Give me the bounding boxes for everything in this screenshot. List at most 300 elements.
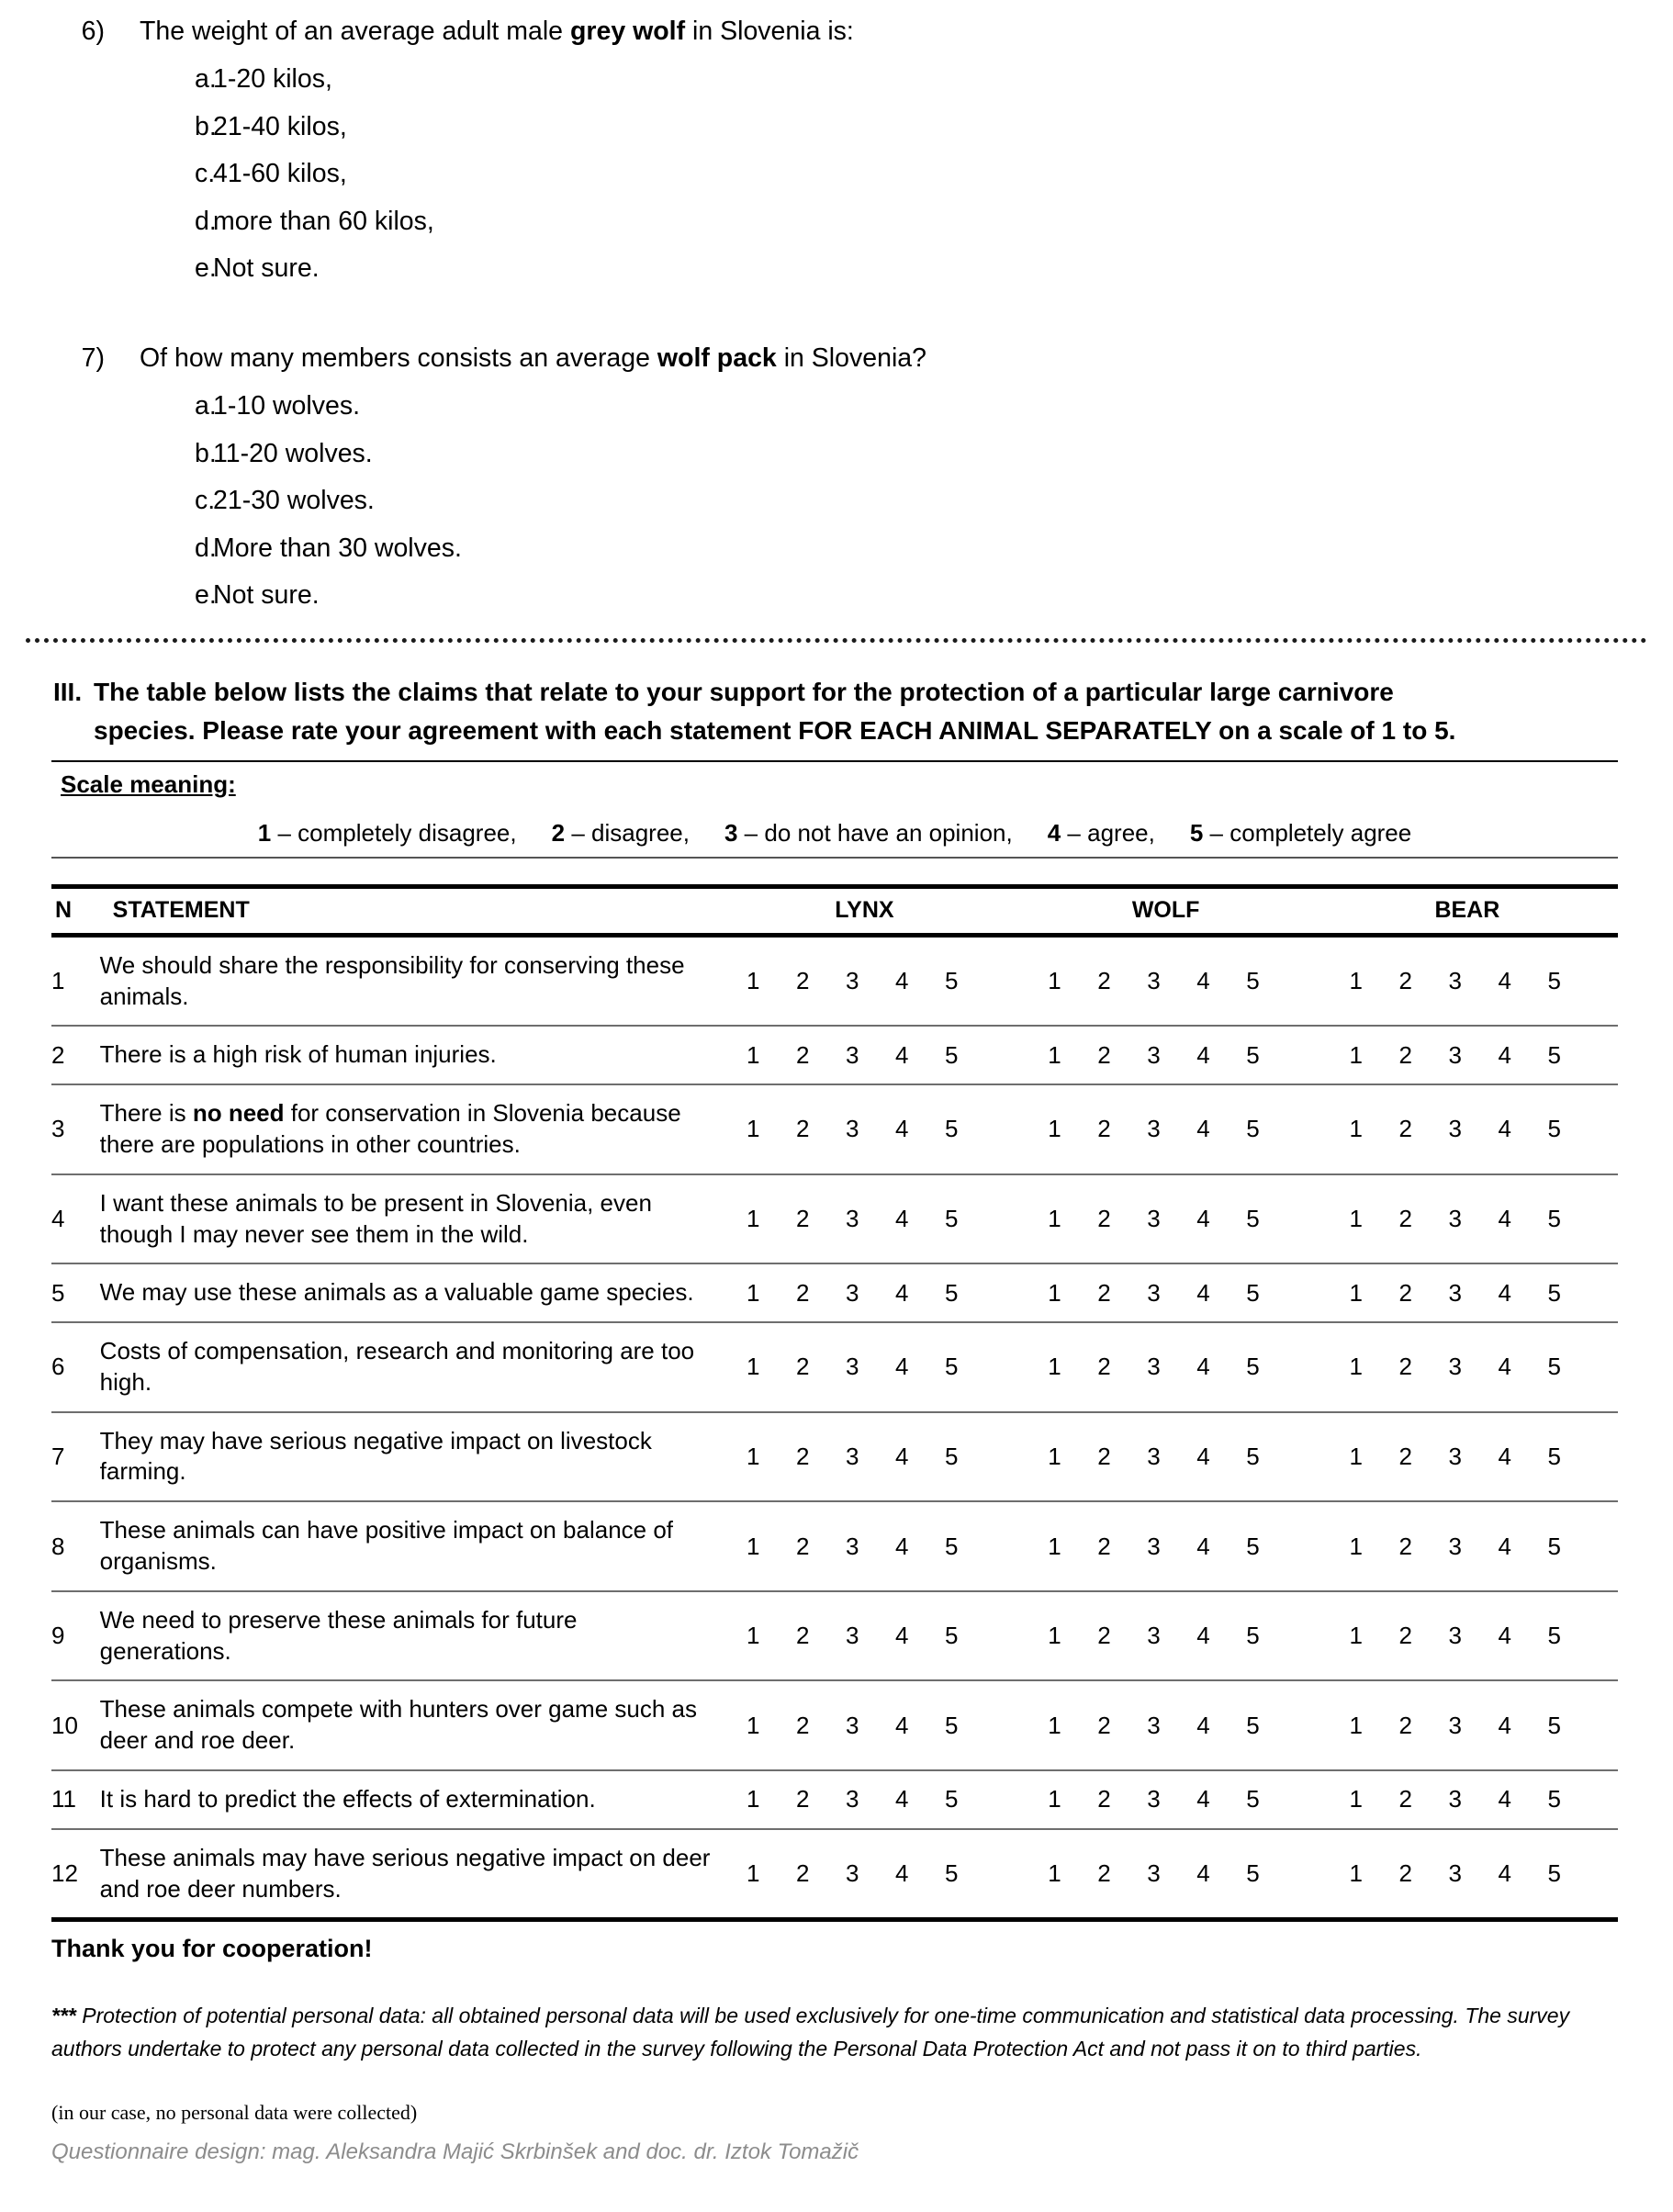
rating-option[interactable]: 5 [945,1205,959,1232]
rating-option[interactable]: 1 [747,1711,760,1739]
rating-option[interactable]: 3 [1147,1622,1161,1650]
rating-option[interactable]: 2 [1398,1353,1412,1381]
rating-option[interactable]: 4 [895,1785,909,1813]
rating-option[interactable]: 3 [1448,1205,1462,1232]
rating-option[interactable]: 4 [895,1353,909,1381]
rating-option[interactable]: 4 [895,1442,909,1470]
header-animal-bear: BEAR [1317,886,1618,935]
rating-option[interactable]: 1 [1349,1532,1363,1560]
rating-option[interactable]: 4 [1498,1115,1511,1143]
rating-option[interactable]: 3 [846,1859,859,1888]
option-label: 21-40 kilos, [213,111,347,141]
rating-cell-lynx [713,1322,1015,1412]
rating-option[interactable]: 3 [1147,967,1161,995]
rating-option[interactable]: 2 [796,1442,810,1470]
rating-option[interactable]: 2 [1097,1040,1111,1069]
rating-option[interactable]: 1 [747,1278,760,1307]
rating-option[interactable]: 5 [1246,1442,1260,1470]
rating-option[interactable]: 3 [846,1785,859,1813]
rating-option[interactable]: 5 [1246,1353,1260,1381]
rating-option[interactable]: 3 [1448,1785,1462,1813]
scale-item-1-dash: – [271,818,298,847]
rating-option[interactable]: 4 [895,967,909,995]
rating-option[interactable]: 1 [1048,1859,1061,1888]
rating-option[interactable]: 5 [1547,1785,1561,1813]
rating-option[interactable]: 4 [1498,1442,1511,1470]
rating-option[interactable]: 3 [1147,1115,1161,1143]
rating-option[interactable]: 4 [1498,1622,1511,1650]
rating-option[interactable]: 5 [945,1532,959,1560]
question-6 [55,13,1618,287]
table-row [51,1174,1618,1264]
table-row [51,1263,1618,1322]
rating-cell-wolf [1016,1770,1317,1829]
rating-cell-lynx [713,1680,1015,1770]
question-6-option-e[interactable] [55,250,1618,286]
rating-cell-bear [1317,1829,1618,1918]
header-n: N [51,886,100,935]
option-letter: e. [195,253,217,284]
rating-option[interactable]: 2 [796,1859,810,1888]
scale-item-1-value: 1 [257,818,272,847]
rating-option[interactable]: 5 [945,967,959,995]
rating-option[interactable]: 4 [1196,1711,1210,1739]
rating-option[interactable]: 2 [796,1532,810,1560]
rating-option[interactable]: 5 [945,1442,959,1470]
option-letter: a. [195,64,217,95]
rating-cell-bear [1317,1263,1618,1322]
question-6-option-a[interactable] [55,61,1618,97]
rating-option[interactable]: 3 [1147,1785,1161,1813]
rating-option[interactable]: 5 [945,1278,959,1307]
scale-meaning-box [51,760,1618,859]
rating-option[interactable]: 2 [796,1205,810,1232]
privacy-note-marker: *** [51,2004,76,2028]
row-statement [100,935,714,1026]
rating-option[interactable]: 2 [796,1040,810,1069]
rating-option[interactable]: 2 [1097,1859,1111,1888]
scale-options-wolf [1016,1041,1317,1070]
rating-option[interactable]: 1 [1349,1711,1363,1739]
rating-option[interactable]: 4 [1498,1785,1511,1813]
scale-meaning-title: Scale meaning: [61,769,236,798]
question-7-option-e[interactable] [55,577,1618,613]
question-7-number: 7) [81,342,105,373]
rating-option[interactable]: 3 [1448,967,1462,995]
rating-option[interactable]: 1 [747,1785,760,1813]
rating-option[interactable]: 4 [895,1532,909,1560]
rating-option[interactable]: 3 [1147,1278,1161,1307]
rating-option[interactable]: 2 [1097,1115,1111,1143]
rating-table-body [51,935,1618,1917]
rating-option[interactable]: 1 [1349,1785,1363,1813]
rating-option[interactable]: 1 [1048,1622,1061,1650]
rating-option[interactable]: 4 [1196,1859,1210,1888]
rating-option[interactable]: 2 [1097,1711,1111,1739]
section-iii-heading [0,673,1673,751]
rating-cell-lynx [713,1026,1015,1084]
option-label: more than 60 kilos, [213,206,434,236]
rating-option[interactable]: 5 [1246,967,1260,995]
rating-option[interactable]: 4 [1196,1040,1210,1069]
rating-option[interactable]: 5 [1547,967,1561,995]
rating-option[interactable]: 5 [1246,1205,1260,1232]
rating-option[interactable]: 3 [1448,1442,1462,1470]
row-statement [100,1829,714,1918]
rating-option[interactable]: 5 [945,1353,959,1381]
rating-option[interactable]: 4 [1196,1205,1210,1232]
rating-option[interactable]: 1 [1048,1785,1061,1813]
row-number: 7 [51,1412,100,1502]
scale-options-bear [1317,1622,1618,1650]
rating-option[interactable]: 5 [1547,1205,1561,1232]
rating-option[interactable]: 3 [1448,1532,1462,1560]
rating-option[interactable]: 1 [1349,1278,1363,1307]
rating-option[interactable]: 3 [846,1442,859,1470]
scale-options-bear [1317,1785,1618,1813]
rating-option[interactable]: 3 [1147,1442,1161,1470]
table-row [51,1026,1618,1084]
question-7-option-b[interactable] [55,435,1618,472]
row-statement [100,1680,714,1770]
rating-option[interactable]: 4 [895,1040,909,1069]
rating-cell-lynx [713,1770,1015,1829]
option-label: 21-30 wolves. [213,486,375,516]
rating-option[interactable]: 3 [1448,1622,1462,1650]
scale-item-4-label: agree, [1087,818,1155,847]
rating-option[interactable]: 5 [1246,1785,1260,1813]
rating-option[interactable]: 3 [1448,1353,1462,1381]
row-statement [100,1501,714,1591]
rating-option[interactable]: 4 [1498,1278,1511,1307]
option-label: 11-20 wolves. [213,438,373,468]
rating-cell-wolf [1016,1174,1317,1264]
rating-option[interactable]: 5 [945,1115,959,1143]
rating-option[interactable]: 1 [1349,967,1363,995]
rating-cell-bear [1317,1174,1618,1264]
questions-section [0,0,1673,614]
rating-option[interactable]: 5 [1246,1711,1260,1739]
rating-option[interactable]: 3 [846,967,859,995]
rating-option[interactable]: 5 [945,1859,959,1888]
rating-option[interactable]: 3 [1147,1353,1161,1381]
rating-option[interactable]: 3 [846,1711,859,1739]
rating-table-wrapper [51,884,1618,1923]
rating-option[interactable]: 1 [747,1442,760,1470]
row-statement [100,1591,714,1681]
scale-options-wolf [1016,1712,1317,1740]
scale-item-2-value: 2 [551,818,566,847]
rating-option[interactable]: 4 [1196,967,1210,995]
row-statement [100,1322,714,1412]
rating-cell-bear [1317,1770,1618,1829]
scale-options-bear [1317,1533,1618,1561]
rating-option[interactable]: 5 [1547,1859,1561,1888]
rating-option[interactable]: 5 [1246,1115,1260,1143]
option-label: More than 30 wolves. [213,533,462,563]
rating-option[interactable]: 3 [846,1115,859,1143]
row-number: 2 [51,1026,100,1084]
scale-options-lynx [713,1785,1015,1813]
rating-option[interactable]: 5 [1547,1622,1561,1650]
scale-options-bear [1317,1205,1618,1233]
question-6-option-b[interactable] [55,108,1618,145]
rating-option[interactable]: 2 [1398,1040,1412,1069]
option-label: Not sure. [213,253,320,284]
rating-cell-bear [1317,1591,1618,1681]
row-number: 5 [51,1263,100,1322]
rating-option[interactable]: 5 [1547,1442,1561,1470]
rating-option[interactable]: 5 [1246,1622,1260,1650]
rating-option[interactable]: 1 [747,1040,760,1069]
rating-option[interactable]: 4 [895,1859,909,1888]
question-7-text-after: in Slovenia? [776,342,926,373]
rating-cell-bear [1317,1322,1618,1412]
rating-option[interactable]: 3 [846,1353,859,1381]
rating-option[interactable]: 4 [1498,967,1511,995]
rating-option[interactable]: 2 [1097,1785,1111,1813]
rating-option[interactable]: 2 [1398,1622,1412,1650]
rating-option[interactable]: 2 [1398,1711,1412,1739]
rating-option[interactable]: 2 [1097,967,1111,995]
rating-option[interactable]: 3 [846,1040,859,1069]
rating-option[interactable]: 2 [796,967,810,995]
rating-option[interactable]: 3 [1448,1711,1462,1739]
scale-options-wolf [1016,1353,1317,1381]
scale-item-2-dash: – [565,818,592,847]
header-animal-lynx: LYNX [713,886,1015,935]
scale-options-wolf [1016,1859,1317,1888]
rating-option[interactable]: 5 [945,1711,959,1739]
rating-option[interactable]: 4 [1498,1859,1511,1888]
scale-options-lynx [713,1859,1015,1888]
scale-options-bear [1317,1712,1618,1740]
question-6-option-c[interactable] [55,155,1618,192]
rating-option[interactable]: 2 [796,1353,810,1381]
rating-option[interactable]: 1 [747,1532,760,1560]
scale-options-wolf [1016,1279,1317,1308]
rating-option[interactable]: 1 [1349,1859,1363,1888]
rating-option[interactable]: 4 [1196,1278,1210,1307]
rating-option[interactable]: 4 [1196,1442,1210,1470]
rating-cell-bear [1317,1026,1618,1084]
scale-options-bear [1317,1279,1618,1308]
rating-option[interactable]: 3 [846,1622,859,1650]
rating-option[interactable]: 1 [1048,967,1061,995]
rating-option[interactable]: 1 [747,1859,760,1888]
rating-cell-wolf [1016,935,1317,1026]
question-7-option-c[interactable] [55,482,1618,519]
rating-cell-wolf [1016,1026,1317,1084]
rating-option[interactable]: 3 [1147,1532,1161,1560]
rating-option[interactable]: 1 [1048,1532,1061,1560]
rating-option[interactable]: 2 [1097,1205,1111,1232]
scale-item-3-label: do not have an opinion, [764,818,1013,847]
rating-option[interactable]: 5 [1547,1532,1561,1560]
rating-option[interactable]: 5 [945,1040,959,1069]
scale-options-wolf [1016,1443,1317,1471]
privacy-note [51,2000,1609,2066]
scale-item-5 [1190,819,1411,848]
rating-option[interactable]: 2 [796,1622,810,1650]
row-number: 6 [51,1322,100,1412]
rating-option[interactable]: 5 [1246,1532,1260,1560]
statement-text: There is [99,1099,193,1128]
scale-item-5-value: 5 [1189,818,1204,847]
scale-options-wolf [1016,1115,1317,1143]
rating-option[interactable]: 2 [1398,1785,1412,1813]
rating-option[interactable]: 4 [1196,1622,1210,1650]
question-6-text [105,13,854,50]
rating-option[interactable]: 5 [1547,1353,1561,1381]
rating-option[interactable]: 1 [1048,1442,1061,1470]
rating-option[interactable]: 2 [796,1785,810,1813]
rating-option[interactable]: 4 [1498,1205,1511,1232]
rating-option[interactable]: 1 [1349,1205,1363,1232]
rating-option[interactable]: 5 [1547,1278,1561,1307]
rating-option[interactable]: 3 [1147,1205,1161,1232]
rating-cell-wolf [1016,1412,1317,1502]
statement-text: It is hard to predict the effects of extermination. [99,1785,596,1813]
rating-option[interactable]: 4 [1498,1532,1511,1560]
rating-option[interactable]: 4 [895,1115,909,1143]
rating-option[interactable]: 5 [1246,1040,1260,1069]
rating-option[interactable]: 1 [1349,1040,1363,1069]
rating-option[interactable]: 5 [1547,1040,1561,1069]
rating-option[interactable]: 4 [895,1278,909,1307]
rating-option[interactable]: 4 [1196,1532,1210,1560]
rating-option[interactable]: 1 [1048,1278,1061,1307]
scale-item-3-dash: – [737,818,765,847]
scale-meaning-values [51,799,1618,857]
statement-text: for conservation in Slovenia because there are populations in other countries. [99,1099,681,1158]
rating-option[interactable]: 3 [1147,1040,1161,1069]
rating-option[interactable]: 3 [1448,1040,1462,1069]
rating-option[interactable]: 1 [747,1622,760,1650]
rating-option[interactable]: 1 [1048,1115,1061,1143]
rating-option[interactable]: 4 [1196,1115,1210,1143]
rating-option[interactable]: 3 [846,1278,859,1307]
scale-item-1 [258,819,517,848]
rating-option[interactable]: 2 [1398,1205,1412,1232]
rating-option[interactable]: 1 [747,1115,760,1143]
rating-option[interactable]: 5 [1547,1711,1561,1739]
row-number: 11 [51,1770,100,1829]
rating-option[interactable]: 3 [1147,1859,1161,1888]
rating-option[interactable]: 5 [1246,1278,1260,1307]
rating-option[interactable]: 2 [1097,1532,1111,1560]
rating-option[interactable]: 4 [1498,1711,1511,1739]
section-iii-text-line-2: species. Please rate your agreement with each statement FOR EACH ANIMAL SEPARATELY on a scale of 1 to 5. [94,716,1456,746]
rating-option[interactable]: 1 [1048,1353,1061,1381]
thank-you-text: Thank you for cooperation! [51,1935,373,1963]
scale-options-bear [1317,1443,1618,1471]
rating-option[interactable]: 2 [796,1115,810,1143]
rating-option[interactable]: 2 [796,1278,810,1307]
question-7-option-d[interactable] [55,530,1618,567]
rating-option[interactable]: 2 [1097,1622,1111,1650]
rating-option[interactable]: 3 [1448,1278,1462,1307]
question-7-option-a[interactable] [55,387,1618,424]
statement-text: Costs of compensation, research and monitoring are too high. [99,1337,695,1396]
option-letter: e. [195,580,217,611]
scale-options-lynx [713,1533,1015,1561]
scale-item-4-dash: – [1061,818,1088,847]
rating-option[interactable]: 4 [1196,1353,1210,1381]
rating-option[interactable]: 3 [1448,1859,1462,1888]
scale-options-bear [1317,1041,1618,1070]
rating-option[interactable]: 1 [1048,1205,1061,1232]
design-credit: Questionnaire design: mag. Aleksandra Majić Skrbinšek and doc. dr. Iztok Tomažič [51,2139,859,2165]
scale-options-lynx [713,1205,1015,1233]
rating-option[interactable]: 3 [846,1205,859,1232]
rating-option[interactable]: 2 [1097,1442,1111,1470]
rating-option[interactable]: 3 [846,1532,859,1560]
rating-option[interactable]: 2 [1398,1442,1412,1470]
rating-cell-lynx [713,935,1015,1026]
rating-cell-wolf [1016,1680,1317,1770]
rating-option[interactable]: 4 [895,1622,909,1650]
rating-option[interactable]: 2 [1398,1115,1412,1143]
rating-cell-bear [1317,1680,1618,1770]
rating-option[interactable]: 1 [1349,1442,1363,1470]
row-number: 12 [51,1859,78,1888]
rating-option[interactable]: 1 [747,967,760,995]
rating-option[interactable]: 2 [1398,1859,1412,1888]
rating-option[interactable]: 2 [1398,1532,1412,1560]
rating-option[interactable]: 5 [945,1622,959,1650]
rating-option[interactable]: 3 [1448,1115,1462,1143]
rating-option[interactable]: 2 [1097,1353,1111,1381]
rating-option[interactable]: 4 [1498,1040,1511,1069]
rating-option[interactable]: 5 [1246,1859,1260,1888]
rating-option[interactable]: 1 [747,1353,760,1381]
rating-option[interactable]: 4 [1196,1785,1210,1813]
rating-option[interactable]: 1 [1349,1353,1363,1381]
scale-options-lynx [713,1279,1015,1308]
scale-options-lynx [713,1115,1015,1143]
row-statement [100,1412,714,1502]
option-letter: c. [195,159,216,189]
rating-option[interactable]: 4 [895,1711,909,1739]
statement-emphasis: no need [192,1099,285,1128]
rating-option[interactable]: 2 [796,1711,810,1739]
scale-options-lynx [713,1041,1015,1070]
rating-option[interactable]: 4 [1498,1353,1511,1381]
rating-option[interactable]: 5 [1547,1115,1561,1143]
privacy-note-text: Protection of potential personal data: all obtained personal data will be used exclusively for one-time communication and statistical data processing. The survey authors undertake to protect any personal data collected in the survey following the Personal Data Protection Act and not pass it on to third parties. [51,2004,1570,2061]
rating-option[interactable]: 1 [1349,1115,1363,1143]
table-row [51,1412,1618,1502]
question-7-text [105,340,926,376]
scale-item-4 [1048,819,1155,848]
rating-option[interactable]: 1 [1349,1622,1363,1650]
table-row [51,1591,1618,1681]
rating-option[interactable]: 2 [1398,967,1412,995]
rating-option[interactable]: 5 [945,1785,959,1813]
rating-option[interactable]: 4 [895,1205,909,1232]
rating-option[interactable]: 1 [1048,1711,1061,1739]
question-6-text-after: in Slovenia is: [685,17,854,46]
header-statement: STATEMENT [100,886,714,935]
rating-option[interactable]: 1 [747,1205,760,1232]
option-letter: a. [195,391,217,421]
rating-option[interactable]: 1 [1048,1040,1061,1069]
rating-option[interactable]: 2 [1398,1278,1412,1307]
rating-option[interactable]: 2 [1097,1278,1111,1307]
question-6-option-d[interactable] [55,203,1618,240]
rating-option[interactable]: 3 [1147,1711,1161,1739]
